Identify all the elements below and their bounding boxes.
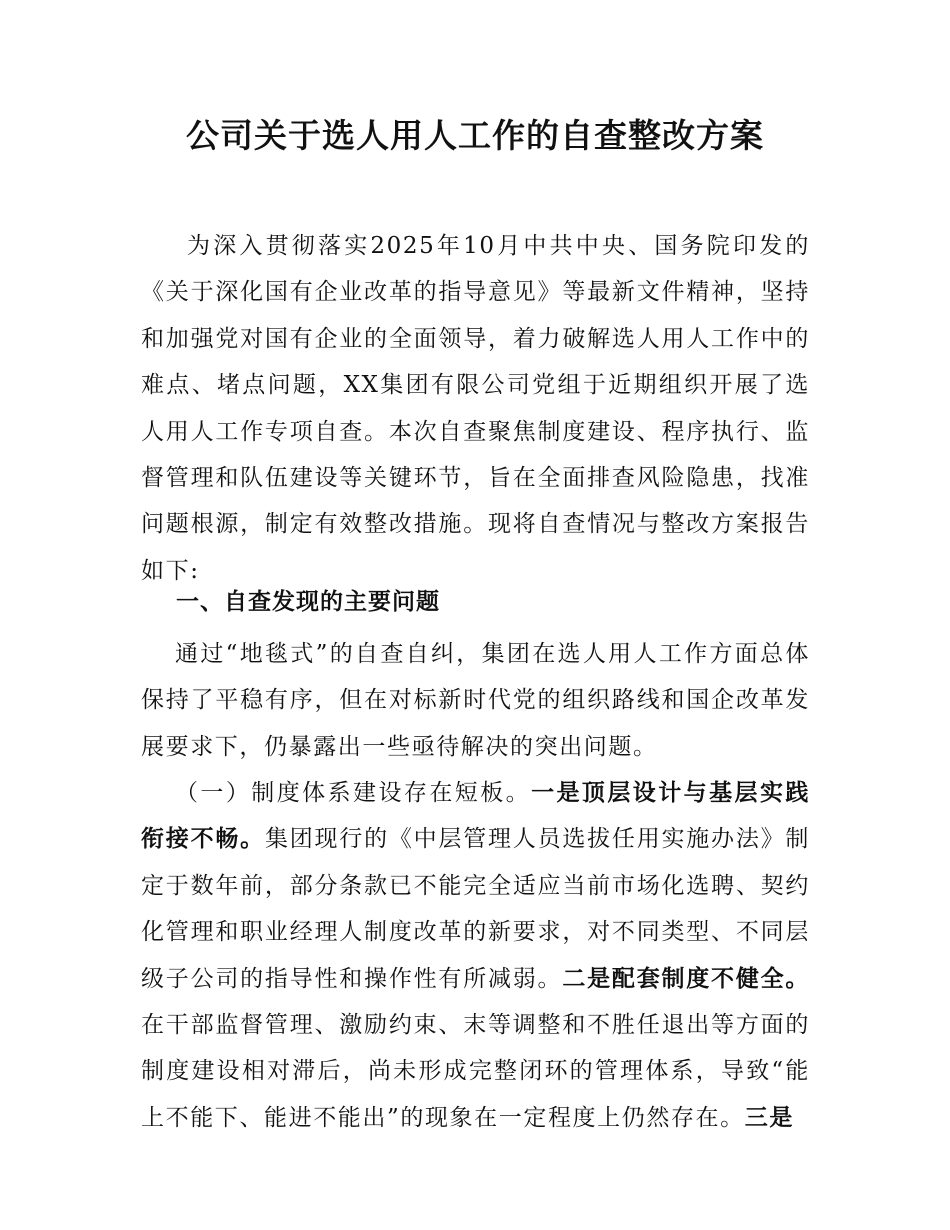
point-2-title: 二是配套制度不健全。: [562, 964, 811, 992]
section-paragraph: 通过“地毯式”的自查自纠，集团在选人用人工作方面总体保持了平稳有序，但在对标新时代党的组织路线和国企改革发展要求下，仍暴露出一些亟待解决的突出问题。: [141, 641, 810, 760]
subsection-paragraph: [141, 770, 810, 1141]
point-3-title: 三是: [744, 1103, 794, 1131]
intro-paragraph: 为深入贯彻落实2025年10月中共中央、国务院印发的《关于深化国有企业改革的指导意见》等最新文件精神，坚持和加强党对国有企业的全面领导，着力破解选人用人工作中的难点、堵点问题，XX集团有限公司党组于近期组织开展了选人用人工作专项自查。本次自查聚焦制度建设、程序执行、监督管理和队伍建设等关键环节，旨在全面排查风险隐患，找准问题根源，制定有效整改措施。现将自查情况与整改方案报告如下:: [141, 233, 810, 584]
point-1-text: 集团现行的《中层管理人员选拔任用实施办法》制定于数年前，部分条款已不能完全适应当前市场化选聘、契约化管理和职业经理人制度改革的新要求，对不同类型、不同层级子公司的指导性和操作性有所减弱。: [141, 826, 811, 992]
point-2-text: 在干部监督管理、激励约束、末等调整和不胜任退出等方面的制度建设相对滞后，尚未形成完整闭环的管理体系，导致“能上不能下、能进不能出”的现象在一定程度上仍然存在。: [141, 1012, 810, 1131]
subsection-label: （一）制度体系建设存在短板。: [175, 780, 532, 806]
document-title: 公司关于选人用人工作的自查整改方案: [186, 116, 764, 155]
point-1-title: 一是顶层设计与基层实践衔接不畅。: [141, 779, 810, 853]
section-heading: 一、自查发现的主要问题: [176, 589, 440, 615]
